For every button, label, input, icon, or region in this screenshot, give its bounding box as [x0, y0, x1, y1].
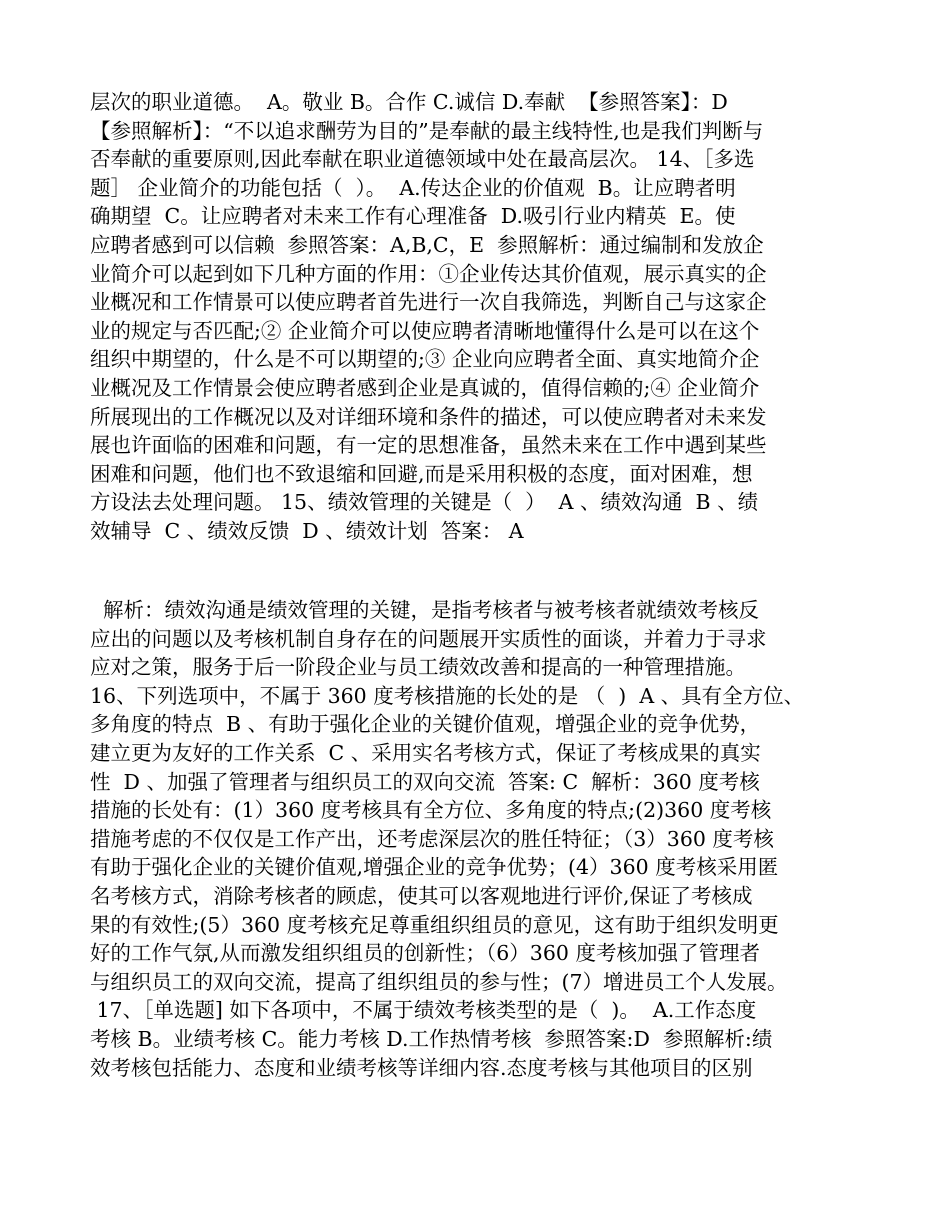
text-line: 题］ 企业简介的功能包括（ ）。 A.传达企业的价值观 B。让应聘者明	[90, 175, 736, 200]
text-line: 效考核包括能力、态度和业绩考核等详细内容.态度考核与其他项目的区别	[90, 1055, 753, 1080]
text-line: 组织中期望的，什么是不可以期望的;③ 企业向应聘者全面、真实地简介企	[90, 347, 760, 372]
text-line: 业概况和工作情景可以使应聘者首先进行一次自我筛选，判断自己与这家企	[90, 290, 767, 315]
text-line: 确期望 C。让应聘者对未来工作有心理准备 D.吸引行业内精英 E。使	[90, 204, 736, 229]
text-line: 好的工作气氛,从而激发组织组员的创新性；（6）360 度考核加强了管理者	[90, 941, 760, 966]
text-line: 业简介可以起到如下几种方面的作用：①企业传达其价值观，展示真实的企	[90, 261, 767, 286]
text-line: 方设法去处理问题。 15、绩效管理的关键是（ ） A 、绩效沟通 B 、绩	[90, 490, 759, 515]
text-line: 业概况及工作情景会使应聘者感到企业是真诚的，值得信赖的;④ 企业简介	[90, 375, 760, 400]
paragraph-1	[90, 88, 880, 546]
text-line: 考核 B。业绩考核 C。能力考核 D.工作热情考核 参照答案:D 参照解析:绩	[90, 1026, 773, 1051]
text-line: 【参照解析】：“不以追求酬劳为目的”是奉献的最主线特性,也是我们判断与	[90, 118, 764, 143]
text-line: 措施的长处有：(1）360 度考核具有全方位、多角度的特点;(2)360 度考核	[90, 798, 772, 823]
text-line: 解析：绩效沟通是绩效管理的关键，是指考核者与被考核者就绩效考核反	[90, 598, 760, 622]
text-line: 应对之策，服务于后一阶段企业与员工绩效改善和提高的一种管理措施。	[90, 655, 746, 680]
text-line: 层次的职业道德。 A。敬业 B。合作 C.诚信 D.奉献 【参照答案】：D	[90, 90, 728, 114]
paragraph-2	[90, 596, 880, 1082]
text-line: 效辅导 C 、绩效反馈 D 、绩效计划 答案： A	[90, 518, 524, 543]
text-line: 业的规定与否匹配;② 企业简介可以使应聘者清晰地懂得什么是可以在这个	[90, 318, 760, 343]
text-line: 否奉献的重要原则,因此奉献在职业道德领域中处在最高层次。 14、［多选	[90, 147, 755, 172]
text-line: 果的有效性;(5）360 度考核充足尊重组织组员的意见，这有助于组织发明更	[90, 912, 779, 937]
text-line: 与组织员工的双向交流，提高了组织组员的参与性；(7）增进员工个人发展。	[90, 969, 788, 994]
text-line: 建立更为友好的工作关系 C 、采用实名考核方式，保证了考核成果的真实	[90, 740, 761, 765]
text-line: 措施考虑的不仅仅是工作产出，还考虑深层次的胜任特征；（3）360 度考核	[90, 826, 774, 851]
text-line: 展也许面临的困难和问题，有一定的思想准备，虽然未来在工作中遇到某些	[90, 433, 767, 458]
text-line: 有助于强化企业的关键价值观,增强企业的竞争优势；(4）360 度考核采用匿	[90, 855, 779, 880]
text-line: 17、［单选题] 如下各项中，不属于绩效考核类型的是（ )。 A.工作态度	[90, 998, 757, 1023]
text-line: 名考核方式，消除考核者的顾虑，使其可以客观地进行评价,保证了考核成	[90, 883, 753, 908]
text-line: 困难和问题，他们也不致退缩和回避,而是采用积极的态度，面对困难，想	[90, 461, 753, 486]
text-line: 所展现出的工作概况以及对详细环境和条件的描述，可以使应聘者对未来发	[90, 404, 767, 429]
text-line: 16、下列选项中，不属于 360 度考核措施的长处的是 （ ) A 、具有全方位、	[90, 683, 805, 708]
text-line: 性 D 、加强了管理者与组织员工的双向交流 答案: C 解析：360 度考核	[90, 769, 760, 794]
text-line: 多角度的特点 B 、有助于强化企业的关键价值观，增强企业的竞争优势，	[90, 712, 761, 737]
text-line: 应出的问题以及考核机制自身存在的问题展开实质性的面谈，并着力于寻求	[90, 626, 767, 651]
text-line: 应聘者感到可以信赖 参照答案：A,B,C，E 参照解析：通过编制和发放企	[90, 232, 764, 257]
